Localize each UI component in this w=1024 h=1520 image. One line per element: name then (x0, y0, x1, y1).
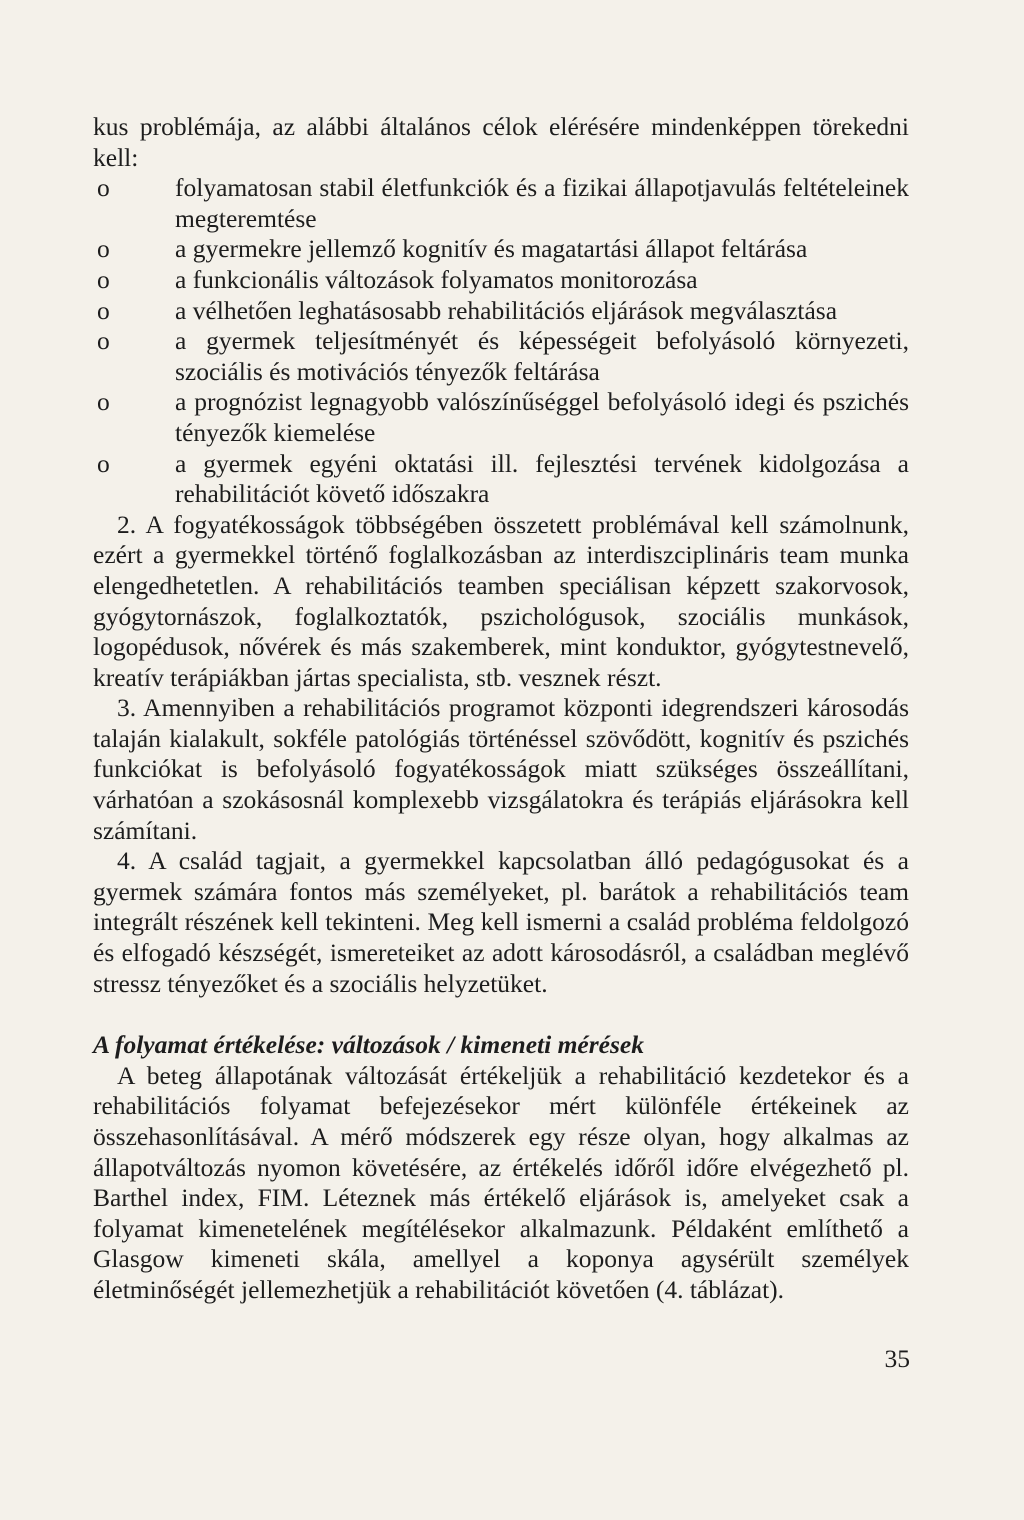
page-text (93, 112, 909, 1306)
numbered-paragraph-2: 2. A fogyatékosságok többségében összetett problémával kell számolnunk, ezért a gyermekkel történő foglalkozásban az interdiszciplináris team munka elengedhetetlen. A rehabilitációs teamben speciálisan képzett szakorvosok, gyógytornászok, foglalkoztatók, pszichológusok, szociális munkások, logopédusok, nővérek és más szakemberek, mint konduktor, gyógytestnevelő, kreatív terápiákban jártas specialista, stb. vesznek részt. (93, 509, 909, 692)
bullet-marker: o (97, 448, 110, 478)
goal-list (93, 173, 909, 510)
page-number: 35 (884, 1344, 910, 1373)
list-item: o a prognózist legnagyobb valószínűséggel befolyásoló idegi és pszichés tényezők kiemelése (97, 387, 909, 447)
bullet-marker: o (97, 387, 110, 417)
section-heading: A folyamat értékelése: változások / kimeneti mérések (93, 1030, 644, 1060)
intro-paragraph: kus problémája, az alábbi általános célok elérésére mindenképpen törekedni kell: (93, 112, 909, 172)
bullet-marker: o (97, 326, 110, 356)
section-body: A beteg állapotának változását értékeljük a rehabilitáció kezdetekor és a rehabilitációs folyamat befejezésekor mért különféle értékeinek az összehasonlításával. A mérő módszerek egy része olyan, hogy alkalmas az állapotváltozás nyomon követésére, az értékelés időről időre elvégezhető pl. Barthel index, FIM. Léteznek más értékelő eljárások is, amelyeket csak a folyamat kimenetelének megítélésekor alkalmazunk. Példaként említhető a Glasgow kimeneti skála, amellyel a koponya agysérült személyek életminőségét jellemezhetjük a rehabilitációt követően (4. táblázat). (93, 1060, 909, 1304)
bullet-marker: o (97, 295, 110, 325)
bullet-marker: o (97, 173, 110, 203)
list-item: o a gyermekre jellemző kognitív és magatartási állapot feltárása (97, 234, 808, 264)
numbered-paragraph-3: 3. Amennyiben a rehabilitációs programot központi idegrendszeri károsodás talaján kialakult, sokféle patológiás történéssel szövődött, kognitív és pszichés funkciókat is befolyásoló fogyatékosságok miatt szükséges összeállítani, várhatóan a szokásosnál komplexebb vizsgálatokra és terápiás eljárásokra kell számítani. (93, 693, 909, 845)
list-item: o folyamatosan stabil életfunkciók és a fizikai állapotjavulás feltételeinek megteremtése (97, 173, 909, 233)
bullet-marker: o (97, 234, 110, 264)
list-item: o a vélhetően leghatásosabb rehabilitációs eljárások megválasztása (97, 295, 838, 325)
list-item: o a gyermek egyéni oktatási ill. fejlesztési tervének kidolgozása a rehabilitációt követő időszakra (97, 448, 909, 509)
numbered-paragraph-4: 4. A család tagjait, a gyermekkel kapcsolatban álló pedagógusokat és a gyermek számára fontos más személyeket, pl. barátok a rehabilitációs team integrált részének kell tekinteni. Meg kell ismerni a család probléma feldolgozó és elfogadó készségét, ismereteiket az adott károsodásról, a családban meglévő stressz tényezőket és a szociális helyzetüket. (93, 846, 909, 998)
list-item: o a funkcionális változások folyamatos monitorozása (97, 264, 698, 294)
bullet-marker: o (97, 264, 110, 294)
list-item: o a gyermek teljesítményét és képességeit befolyásoló környezeti, szociális és motivációs tényezők feltárása (97, 326, 909, 386)
